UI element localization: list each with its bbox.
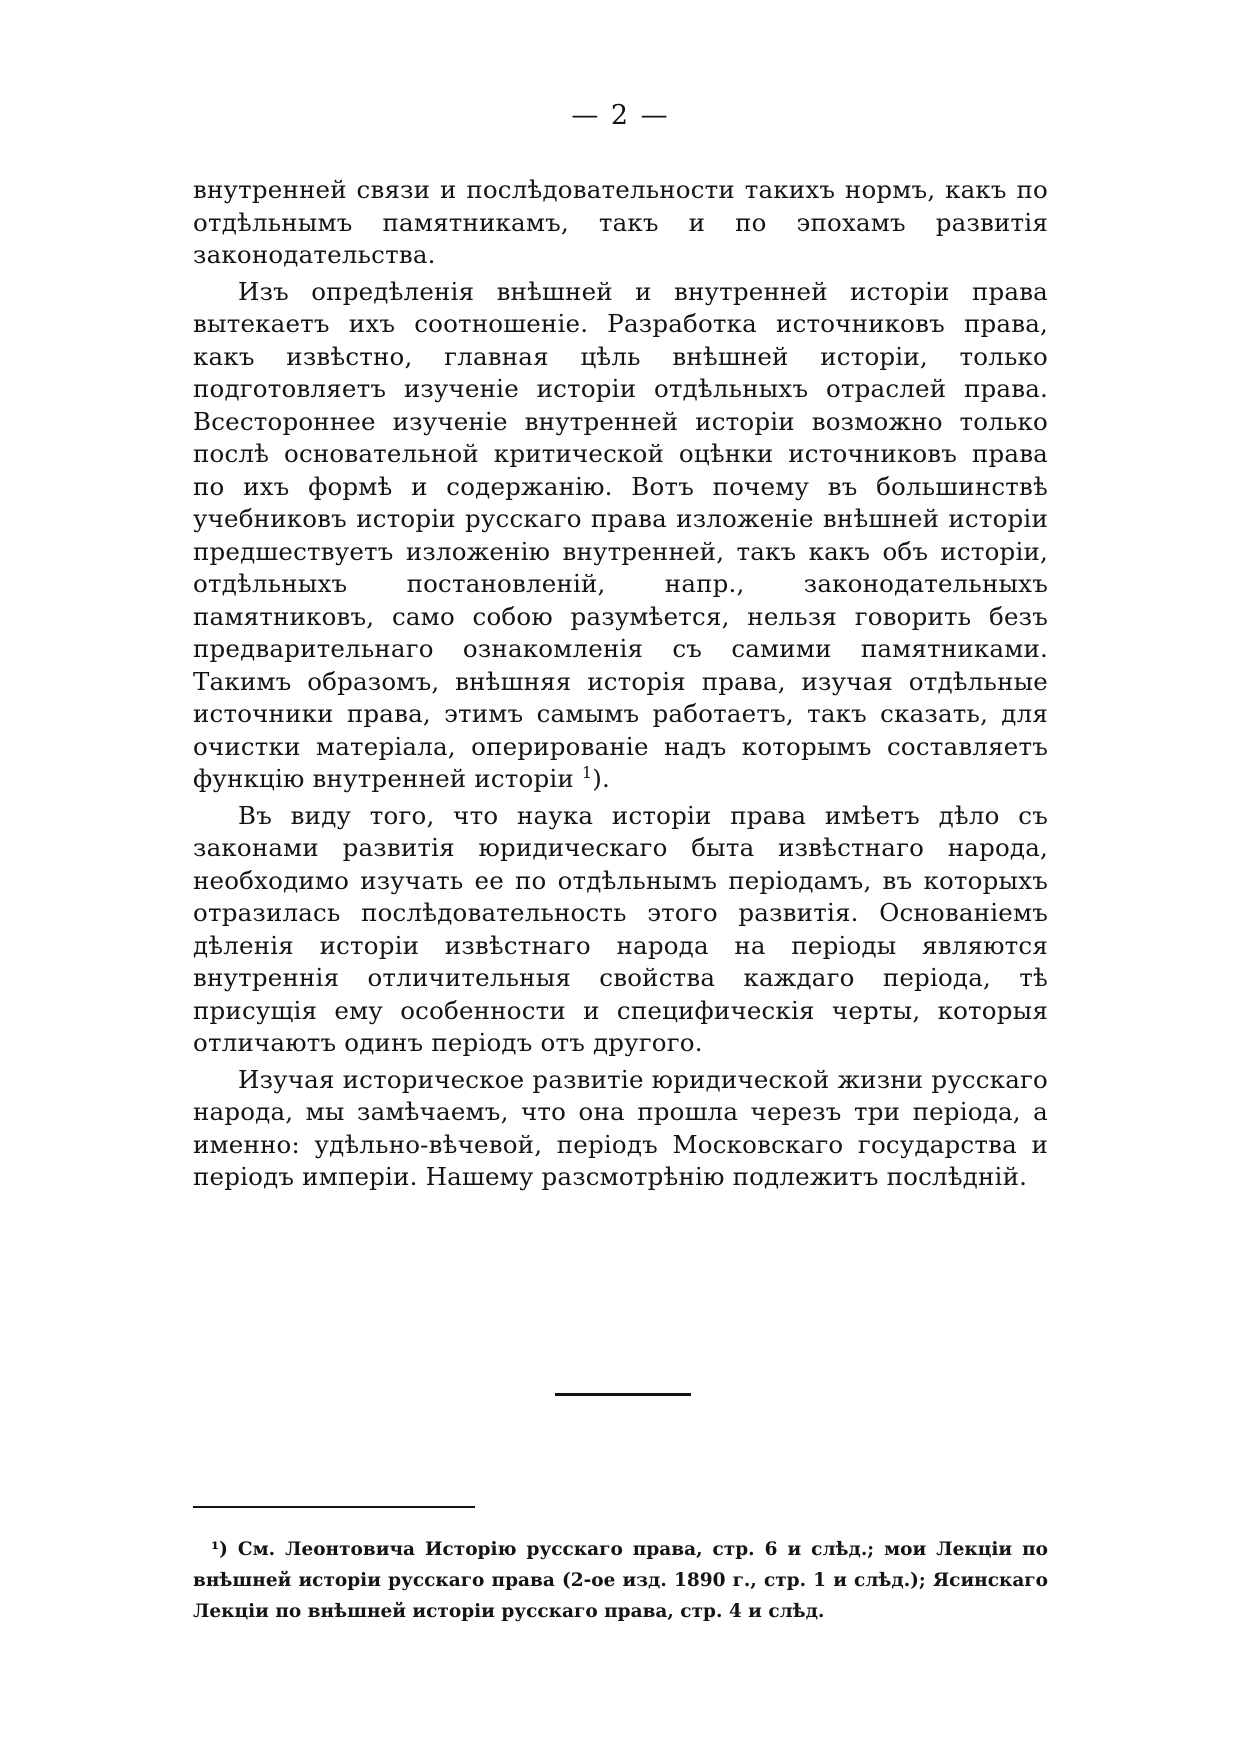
paragraph-2-tail: ).	[592, 764, 611, 793]
paragraph-2-text: Изъ опредѣленія внѣшней и внутренней исторіи права вытекаетъ ихъ соотношеніе. Разработка источниковъ права, какъ извѣстно, главная цѣль внѣшней исторіи, только подготовляетъ изученіе исторіи отдѣльныхъ отраслей права. Всестороннее изученіе внутренней исторіи возможно только послѣ основательной критической оцѣнки источниковъ права по ихъ формѣ и содержанію. Вотъ почему въ большинствѣ учебниковъ исторіи русскаго права изложеніе внѣшней исторіи предшествуетъ изложенію внутренней, такъ какъ объ исторіи, отдѣльныхъ постановленій, напр., законодательныхъ памятниковъ, само собою разумѣется, нельзя говорить безъ предварительнаго ознакомленія съ самими памятниками. Такимъ образомъ, внѣшняя исторія права, изучая отдѣльные источники права, этимъ самымъ работаетъ, такъ сказать, для очистки матеріала, оперированіе надъ которымъ составляетъ функцію внутренней исторіи	[193, 276, 1048, 793]
footnotes	[193, 1534, 1048, 1627]
paragraph-3: Въ виду того, что наука исторіи права имѣетъ дѣло съ законами развитія юридическаго быта извѣстнаго народа, необходимо изучать ее по отдѣльнымъ періодамъ, въ которыхъ отразилась послѣдовательность этого развитія. Основаніемъ дѣленія исторіи извѣстнаго народа на періоды являются внутреннія отличительныя свойства каждаго періода, тѣ присущія ему особенности и специфическія черты, которыя отличаютъ одинъ періодъ отъ другого.	[193, 800, 1048, 1057]
footnote-1	[193, 1534, 1048, 1627]
page-number: — 2 —	[571, 100, 670, 131]
body-text	[193, 174, 1048, 1198]
footnote-reference: 1	[581, 762, 593, 782]
paragraph-1: внутренней связи и послѣдовательности такихъ нормъ, какъ по отдѣльнымъ памятникамъ, такъ и по эпохамъ развитія законодательства.	[193, 175, 1048, 269]
end-rule	[555, 1393, 691, 1396]
footnote-text: См. Леонтовича Исторію русскаго права, стр. 6 и слѣд.; мои Лекціи по внѣшней исторіи русскаго права (2-ое изд. 1890 г., стр. 1 и слѣд.); Ясинскаго Лекціи по внѣшней исторіи русскаго права, стр. 4 и слѣд.	[193, 1539, 1048, 1622]
footnote-rule	[193, 1506, 475, 1508]
footnote-marker: ¹)	[211, 1539, 228, 1560]
paragraph-2	[193, 276, 1048, 796]
paragraph-4: Изучая историческое развитіе юридической жизни русскаго народа, мы замѣчаемъ, что она прошла черезъ три періода, а именно: удѣльно-вѣчевой, періодъ Московскаго государства и періодъ имперіи. Нашему разсмотрѣнію подлежитъ послѣдній.	[193, 1064, 1048, 1191]
